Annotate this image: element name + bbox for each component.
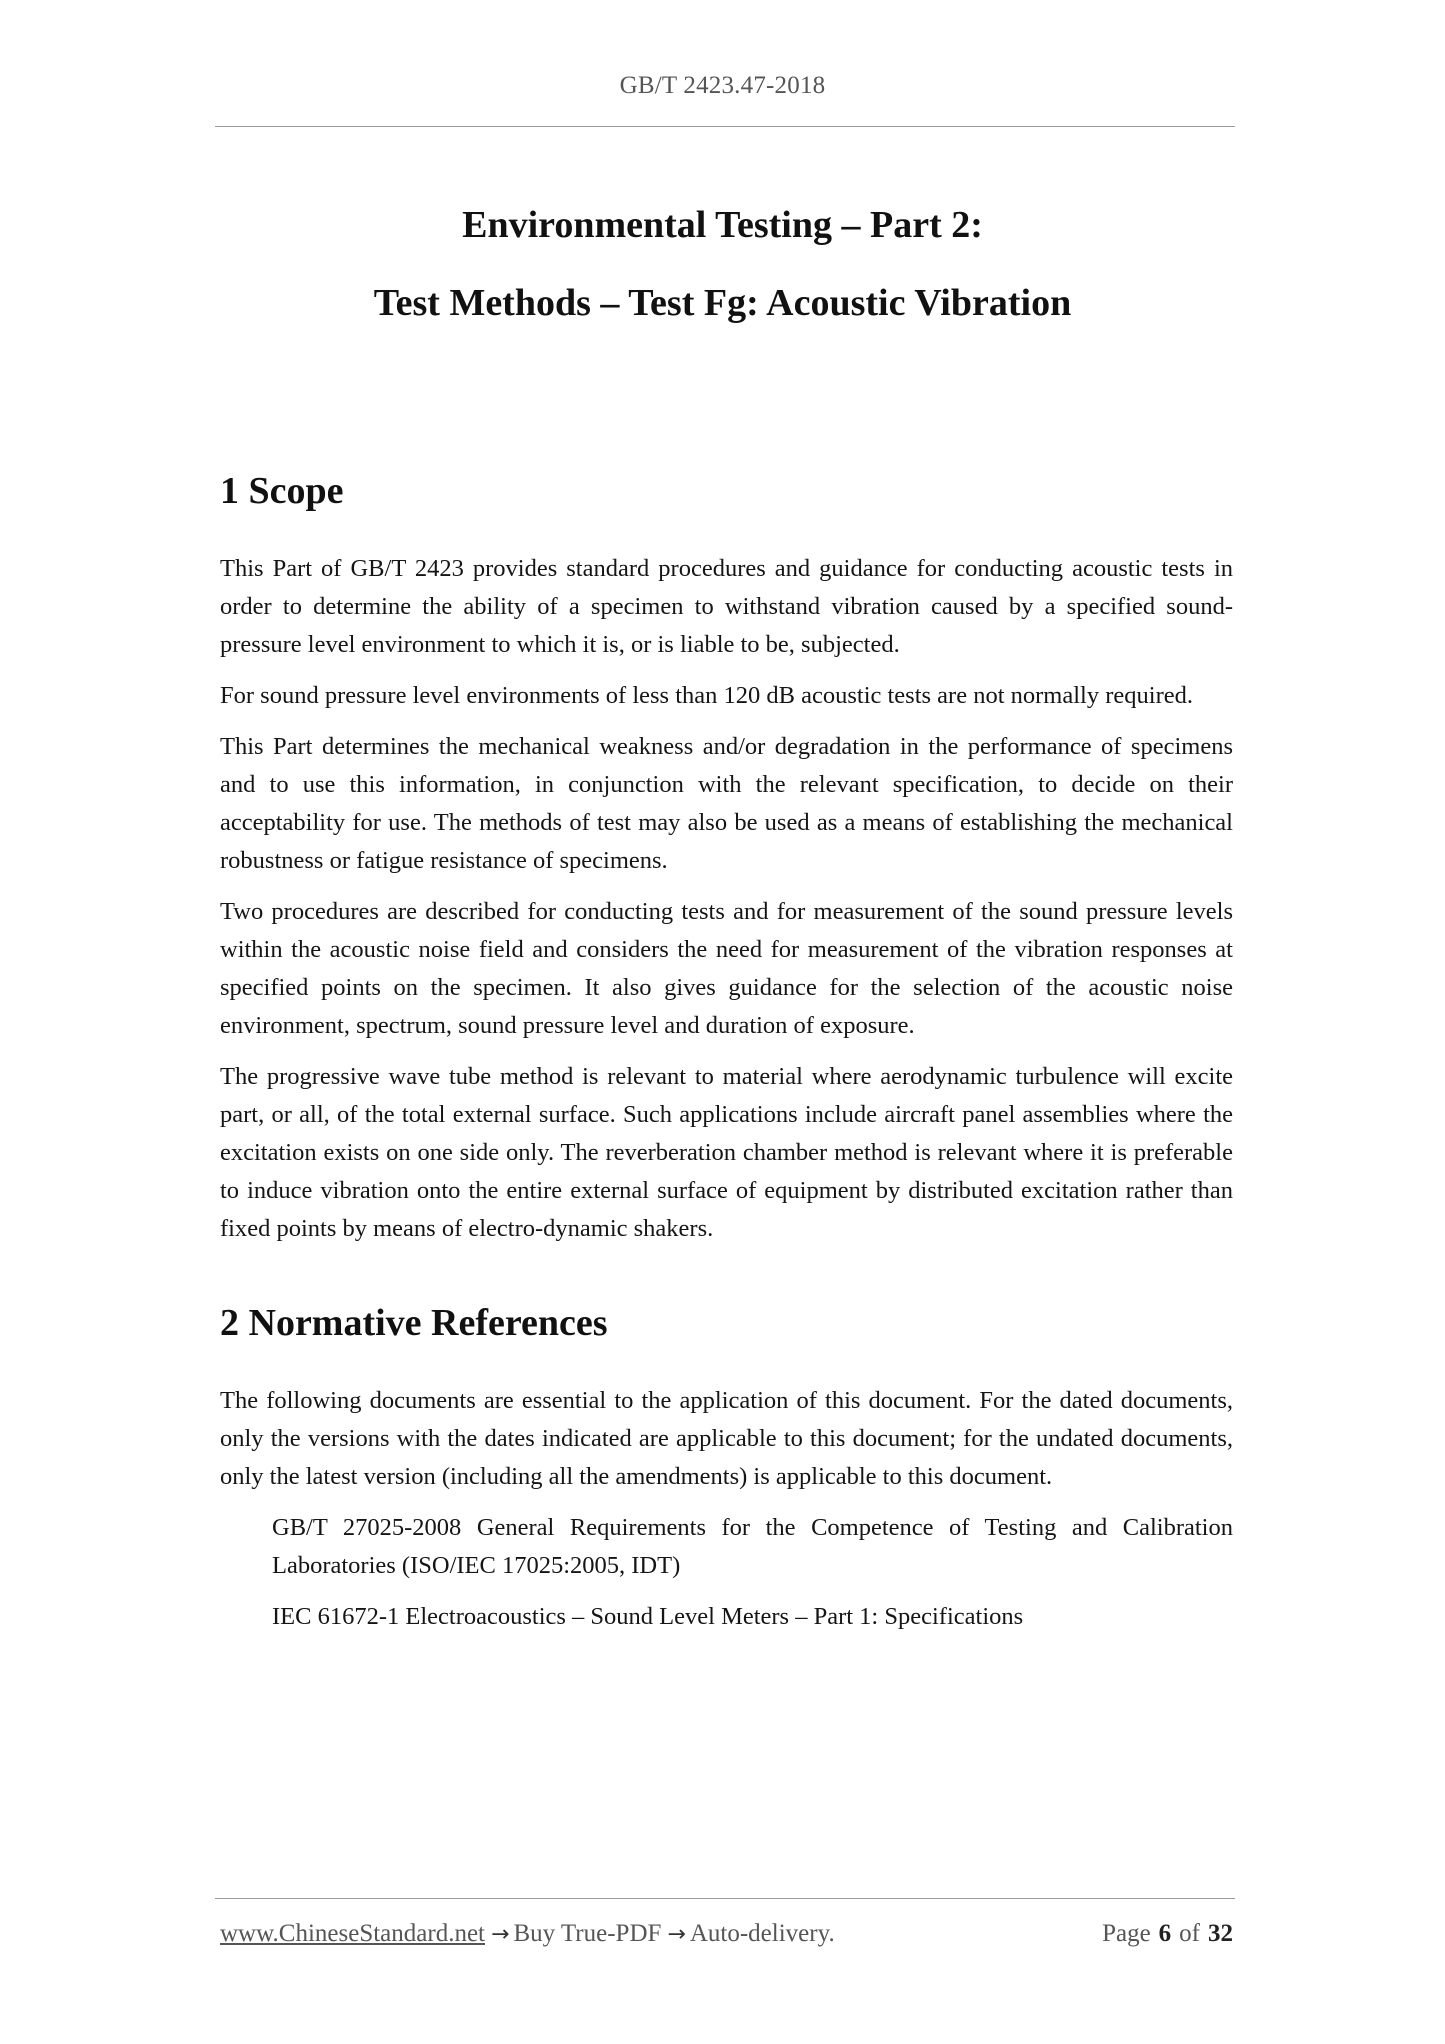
scope-paragraph-5: The progressive wave tube method is relevant to material where aerodynamic turbulence will excite part, or all, of the total external surface. Such applications include aircraft panel assemblies where the excitation exists on one side only. The reverberation chamber method is relevant where it is preferable to induce vibration onto the entire external surface of equipment by distributed excitation rather than fixed points by means of electro-dynamic shakers. [220,1063,1233,1242]
scope-paragraph-1: This Part of GB/T 2423 provides standard procedures and guidance for conducting acoustic tests in order to determine the ability of a specimen to withstand vibration caused by a specified sound-pressure level environment to which it is, or is liable to be, subjected. [220,555,1233,658]
total-page-number: 32 [1208,1920,1233,1947]
right-arrow-icon: → [667,1922,686,1947]
page-of-label: of [1179,1920,1200,1947]
running-header: GB/T 2423.47-2018 [619,72,826,99]
normative-references-intro: The following documents are essential to the application of this document. For the dated documents, only the versions with the dates indicated are applicable to this document; for the undated documents, only the latest version (including all the amendments) is applicable to this document. [220,1387,1233,1490]
page-indicator [1102,1920,1233,1948]
scope-paragraph-3: This Part determines the mechanical weakness and/or degradation in the performance of specimens and to use this information, in conjunction with the relevant specification, to decide on their acceptability for use. The methods of test may also be used as a means of establishing the mechanical robustness or fatigue resistance of specimens. [220,733,1233,874]
page-footer [220,1920,1233,1948]
footer-promo [220,1920,835,1948]
page-label: Page [1102,1920,1151,1947]
header-divider [215,126,1235,127]
auto-delivery-text: Auto-delivery. [689,1920,835,1947]
document-title [0,186,1445,342]
document-body [220,466,1233,1636]
current-page-number: 6 [1158,1920,1172,1947]
section-heading-scope: 1 Scope [220,470,344,512]
scope-paragraph-4: Two procedures are described for conducting tests and for measurement of the sound pressure levels within the acoustic noise field and considers the need for measurement of the vibration responses at specified points on the specimen. It also gives guidance for the selection of the acoustic noise environment, spectrum, sound pressure level and duration of exposure. [220,898,1233,1039]
section-heading-normative-references: 2 Normative References [220,1302,608,1344]
scope-paragraph-2: For sound pressure level environments of less than 120 dB acoustic tests are not normally required. [220,682,1193,709]
reference-item-1: GB/T 27025-2008 General Requirements for the Competence of Testing and Calibration Laboratories (ISO/IEC 17025:2005, IDT) [272,1514,1233,1579]
buy-true-pdf-text: Buy True-PDF [513,1920,662,1947]
title-line-1: Environmental Testing – Part 2: [462,204,983,246]
title-line-2: Test Methods – Test Fg: Acoustic Vibration [373,282,1072,324]
website-link[interactable]: www.ChineseStandard.net [220,1920,485,1947]
right-arrow-icon: → [491,1922,510,1947]
footer-divider [215,1898,1235,1899]
reference-item-2: IEC 61672-1 Electroacoustics – Sound Level Meters – Part 1: Specifications [272,1603,1024,1630]
